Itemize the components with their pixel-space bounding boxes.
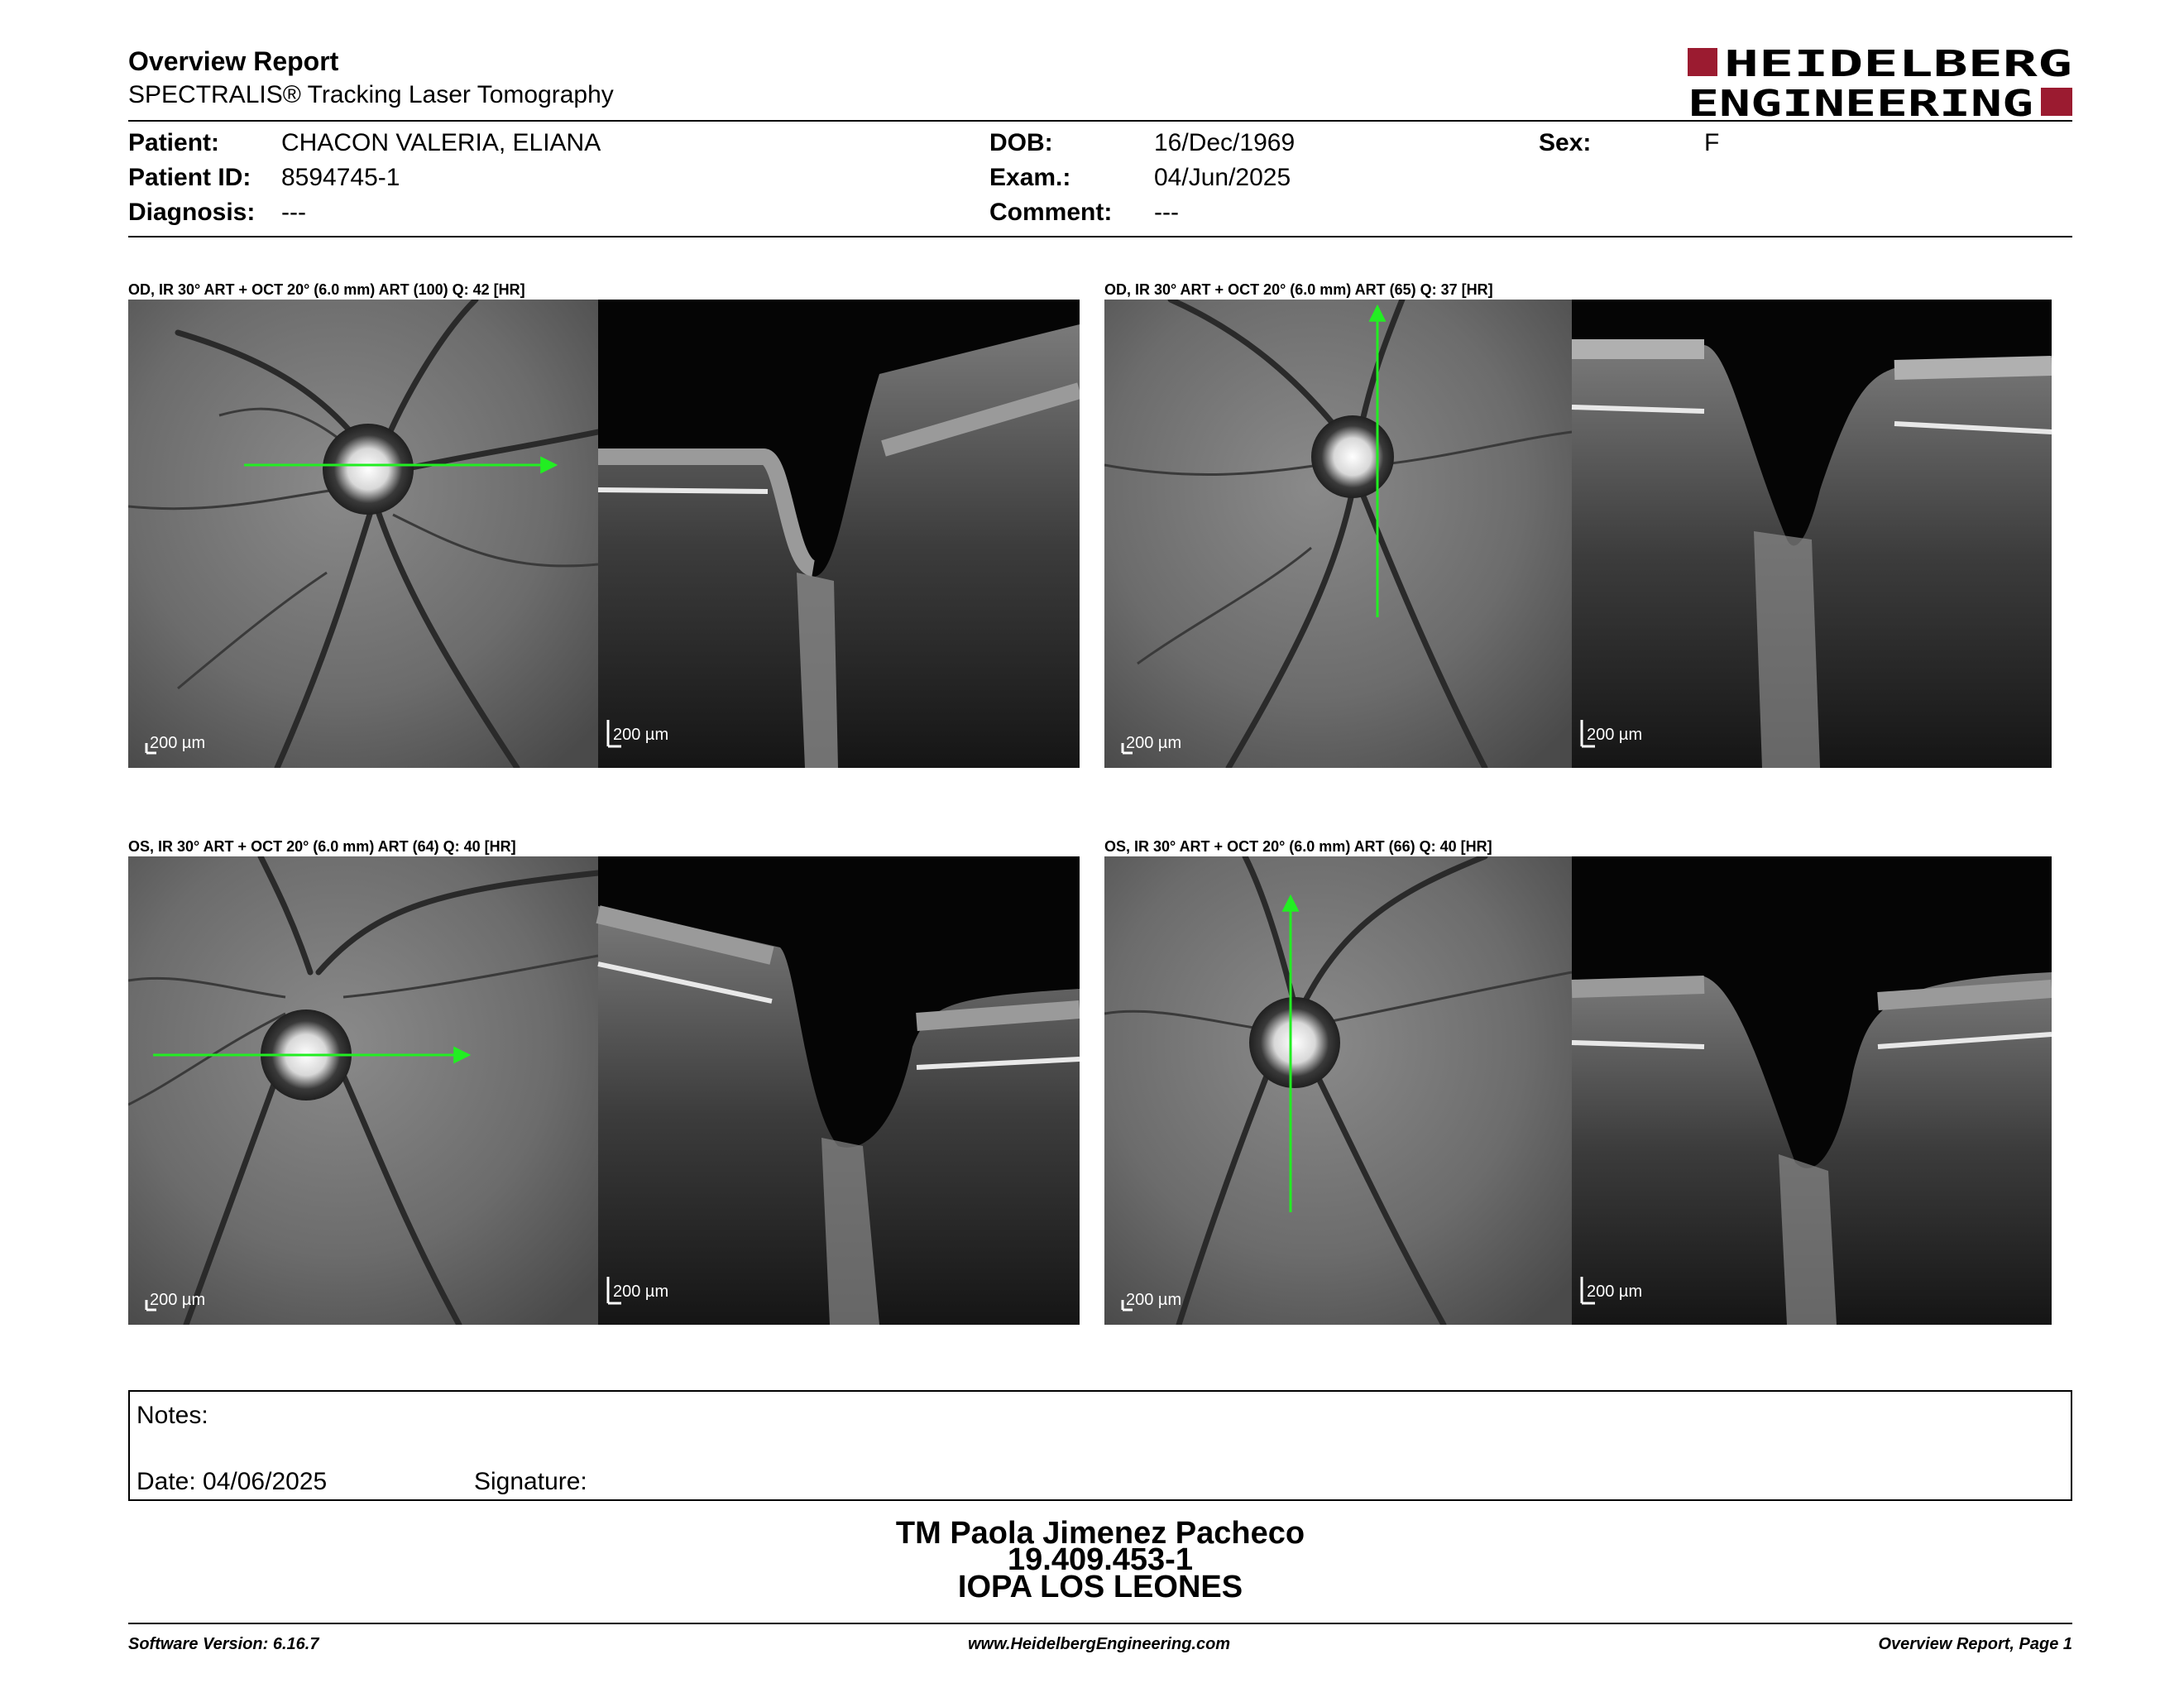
exam-label: Exam.: — [989, 164, 1071, 191]
diagnosis-label: Diagnosis: — [128, 199, 256, 226]
scan-2-fundus-image — [1104, 300, 1572, 768]
scan-3-fundus-image — [128, 856, 598, 1325]
signatory-name: TM Paola Jimenez Pacheco — [895, 1516, 1305, 1551]
sex-label: Sex: — [1539, 129, 1592, 156]
scan-4-panel — [1104, 856, 2052, 1325]
scan-3-panel — [128, 856, 1080, 1325]
dob-label: DOB: — [989, 129, 1053, 156]
scan-3-title: OS, IR 30° ART + OCT 20° (6.0 mm) ART (64) Q: 40 [HR] — [128, 838, 516, 855]
scan-1-fundus-scale: 200 µm — [150, 734, 206, 752]
notes-box — [128, 1390, 2072, 1501]
logo-square-top — [1688, 48, 1717, 76]
scan-2-title: OD, IR 30° ART + OCT 20° (6.0 mm) ART (65) Q: 37 [HR] — [1104, 281, 1493, 298]
diagnosis-value: --- — [281, 199, 306, 226]
scan-1-images — [128, 300, 1080, 768]
scan-1-oct-scale: 200 µm — [613, 726, 669, 744]
signatory-id: 19.409.453-1 — [1008, 1542, 1193, 1577]
comment-label: Comment: — [989, 199, 1113, 226]
website-link[interactable]: www.HeidelbergEngineering.com — [968, 1635, 1231, 1653]
scan-1-panel — [128, 300, 1080, 768]
header-divider — [128, 120, 2072, 122]
scan-4-fundus-scale: 200 µm — [1126, 1291, 1182, 1309]
date-label: Date: 04/06/2025 — [136, 1468, 328, 1495]
scan-3-oct-scale: 200 µm — [613, 1283, 669, 1301]
heidelberg-logo — [1688, 45, 2072, 119]
scan-3-images — [128, 856, 1080, 1325]
patient-value: CHACON VALERIA, ELIANA — [281, 129, 601, 156]
scan-2-oct-scale: 200 µm — [1587, 726, 1643, 744]
scan-3-oct-image — [598, 856, 1080, 1325]
logo-square-bottom — [2041, 88, 2072, 116]
signatory-institution: IOPA LOS LEONES — [957, 1570, 1243, 1604]
scan-2-fundus-scale: 200 µm — [1126, 734, 1182, 752]
patient-label: Patient: — [128, 129, 220, 156]
logo-text-line2: ENGINEERING — [1688, 83, 2033, 119]
notes-label: Notes: — [136, 1402, 208, 1429]
scan-1-fundus-image — [128, 300, 598, 768]
patient-divider — [128, 236, 2072, 237]
scan-4-oct-scale: 200 µm — [1587, 1283, 1643, 1301]
patient-id-label: Patient ID: — [128, 164, 251, 191]
scan-3-fundus-scale: 200 µm — [150, 1291, 206, 1309]
dob-value: 16/Dec/1969 — [1154, 129, 1296, 156]
scan-1-oct-image — [598, 300, 1080, 768]
exam-value: 04/Jun/2025 — [1154, 164, 1291, 191]
scan-2-images — [1104, 300, 2052, 768]
comment-value: --- — [1154, 199, 1179, 226]
report-title: Overview Report — [128, 46, 339, 76]
scan-4-fundus-image — [1104, 856, 1572, 1325]
logo-text-line1: HEIDELBERG — [1724, 45, 2072, 85]
scan-1-title: OD, IR 30° ART + OCT 20° (6.0 mm) ART (100) Q: 42 [HR] — [128, 281, 525, 298]
patient-id-value: 8594745-1 — [281, 164, 400, 191]
signature-label: Signature: — [474, 1468, 587, 1495]
scan-4-title: OS, IR 30° ART + OCT 20° (6.0 mm) ART (66) Q: 40 [HR] — [1104, 838, 1492, 855]
scan-2-panel — [1104, 300, 2052, 768]
report-subtitle: SPECTRALIS® Tracking Laser Tomography — [128, 81, 614, 108]
footer-divider — [128, 1623, 2072, 1624]
scan-4-oct-image — [1572, 856, 2052, 1325]
software-version: Software Version: 6.16.7 — [128, 1635, 319, 1653]
sex-value: F — [1704, 129, 1720, 156]
page-number: Overview Report, Page 1 — [1878, 1635, 2072, 1653]
scan-2-oct-image — [1572, 300, 2052, 768]
scan-4-images — [1104, 856, 2052, 1325]
